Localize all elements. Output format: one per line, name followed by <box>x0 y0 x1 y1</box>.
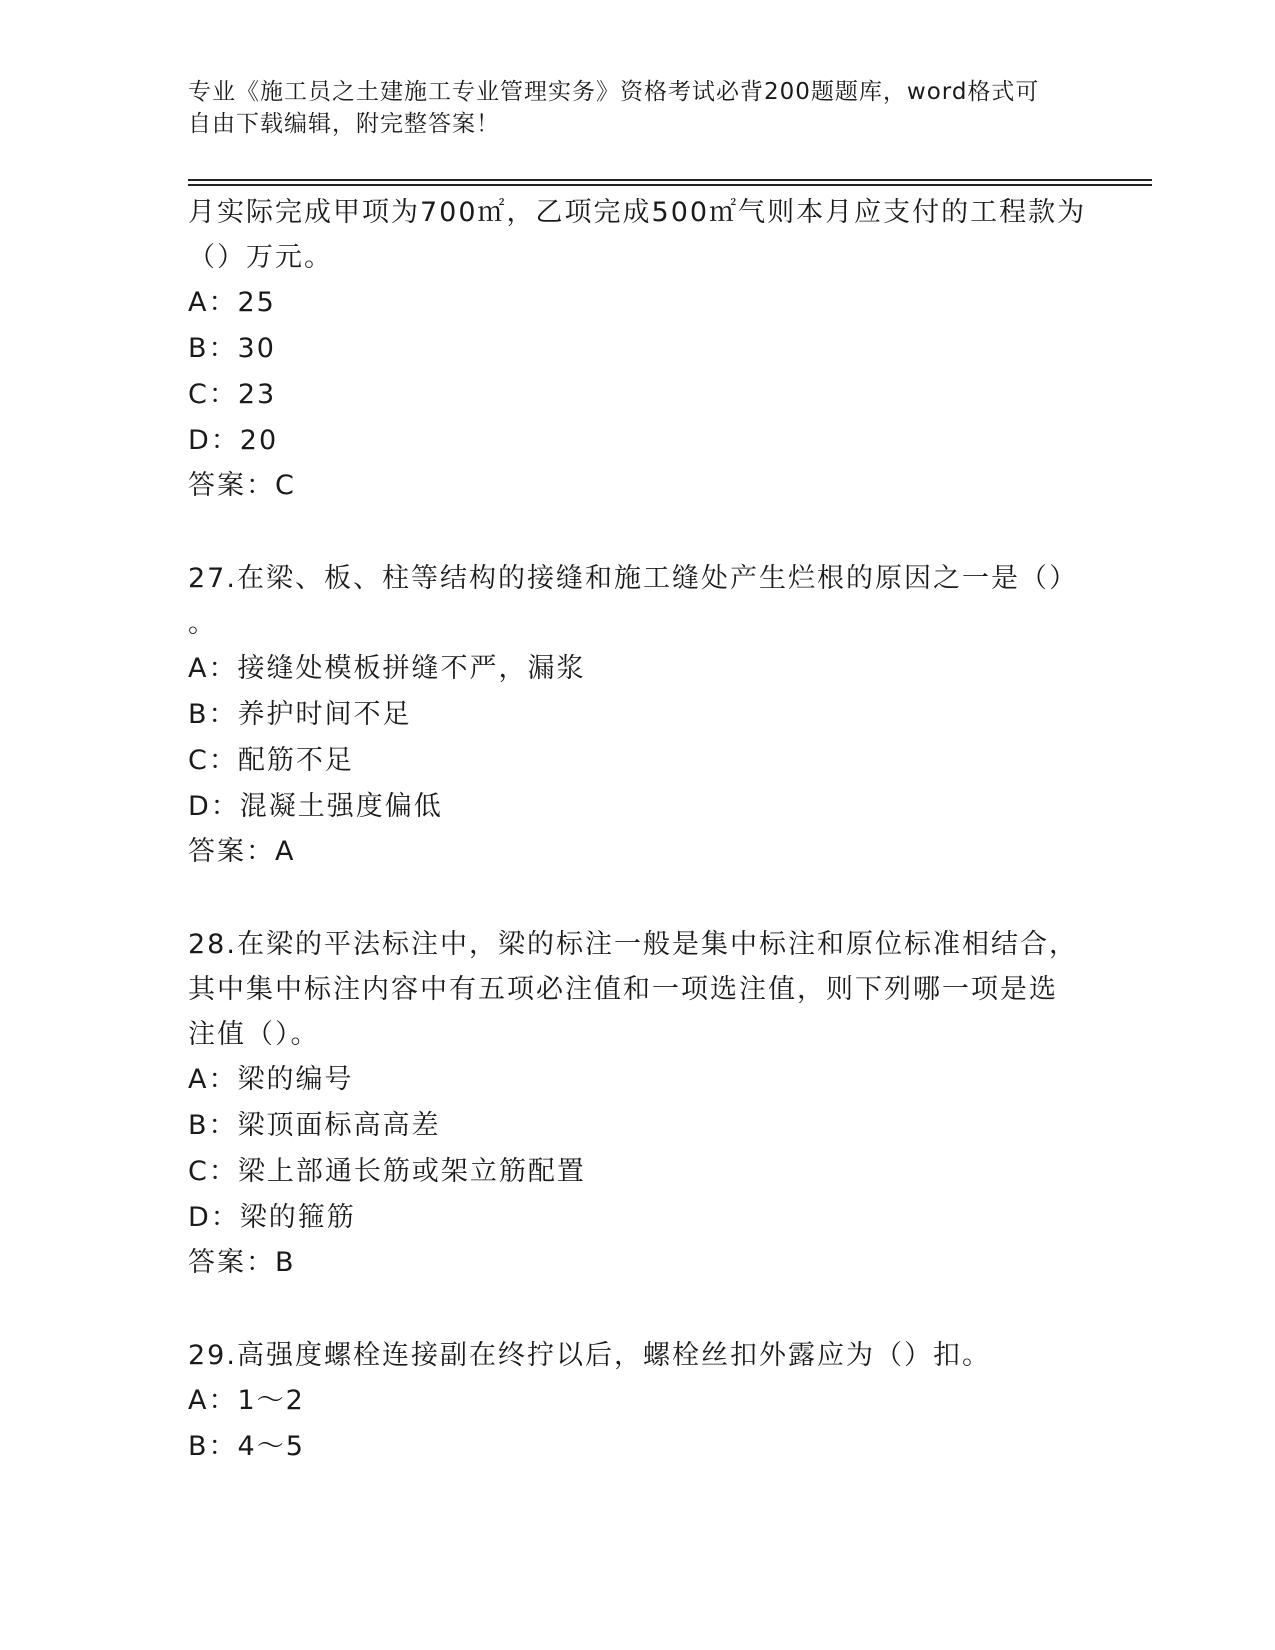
header-divider-top <box>188 179 1152 181</box>
option-c: C：配筋不足 <box>188 745 354 776</box>
option-d: D：混凝土强度偏低 <box>188 791 443 822</box>
question-26 <box>188 190 1088 508</box>
option-a: A：25 <box>188 287 276 318</box>
option-c: C：23 <box>188 379 277 410</box>
question-stem-line: （）万元。 <box>188 242 333 273</box>
document-header <box>188 76 1068 140</box>
question-stem-line: 其中集中标注内容中有五项必注值和一项选注值，则下列哪一项是选 <box>188 974 1058 1005</box>
question-spacer <box>188 874 1088 922</box>
option-b: B：梁顶面标高高差 <box>188 1110 441 1141</box>
header-line-1: 专业《施工员之土建施工专业管理实务》资格考试必背200题题库，word格式可 <box>188 79 1040 105</box>
header-divider-bottom <box>188 184 1152 186</box>
answer-line: 答案：B <box>188 1247 296 1278</box>
option-a: A：1～2 <box>188 1385 305 1416</box>
question-27 <box>188 556 1088 874</box>
option-d: D：梁的箍筋 <box>188 1202 356 1233</box>
answer-line: 答案：C <box>188 470 296 501</box>
question-spacer <box>188 1285 1088 1333</box>
question-stem-line: 28.在梁的平法标注中，梁的标注一般是集中标注和原位标准相结合， <box>188 929 1078 960</box>
question-stem-line: 。 <box>188 608 217 639</box>
question-stem-line: 29.高强度螺栓连接副在终拧以后，螺栓丝扣外露应为（）扣。 <box>188 1340 991 1371</box>
question-stem-line: 月实际完成甲项为700㎡，乙项完成500㎡气则本月应支付的工程款为 <box>188 197 1087 228</box>
question-29 <box>188 1333 1088 1470</box>
option-b: B：30 <box>188 333 276 364</box>
question-28 <box>188 922 1088 1285</box>
option-d: D：20 <box>188 425 279 456</box>
header-line-2: 自由下载编辑，附完整答案！ <box>188 111 500 137</box>
option-a: A：梁的编号 <box>188 1064 354 1095</box>
question-stem-line: 27.在梁、板、柱等结构的接缝和施工缝处产生烂根的原因之一是（） <box>188 563 1078 594</box>
answer-line: 答案：A <box>188 836 296 867</box>
option-c: C：梁上部通长筋或架立筋配置 <box>188 1156 586 1187</box>
question-spacer <box>188 508 1088 556</box>
option-a: A：接缝处模板拼缝不严，漏浆 <box>188 653 586 684</box>
option-b: B：4～5 <box>188 1431 305 1462</box>
question-stem-line: 注值（）。 <box>188 1019 320 1050</box>
question-list <box>188 190 1088 1470</box>
option-b: B：养护时间不足 <box>188 699 412 730</box>
